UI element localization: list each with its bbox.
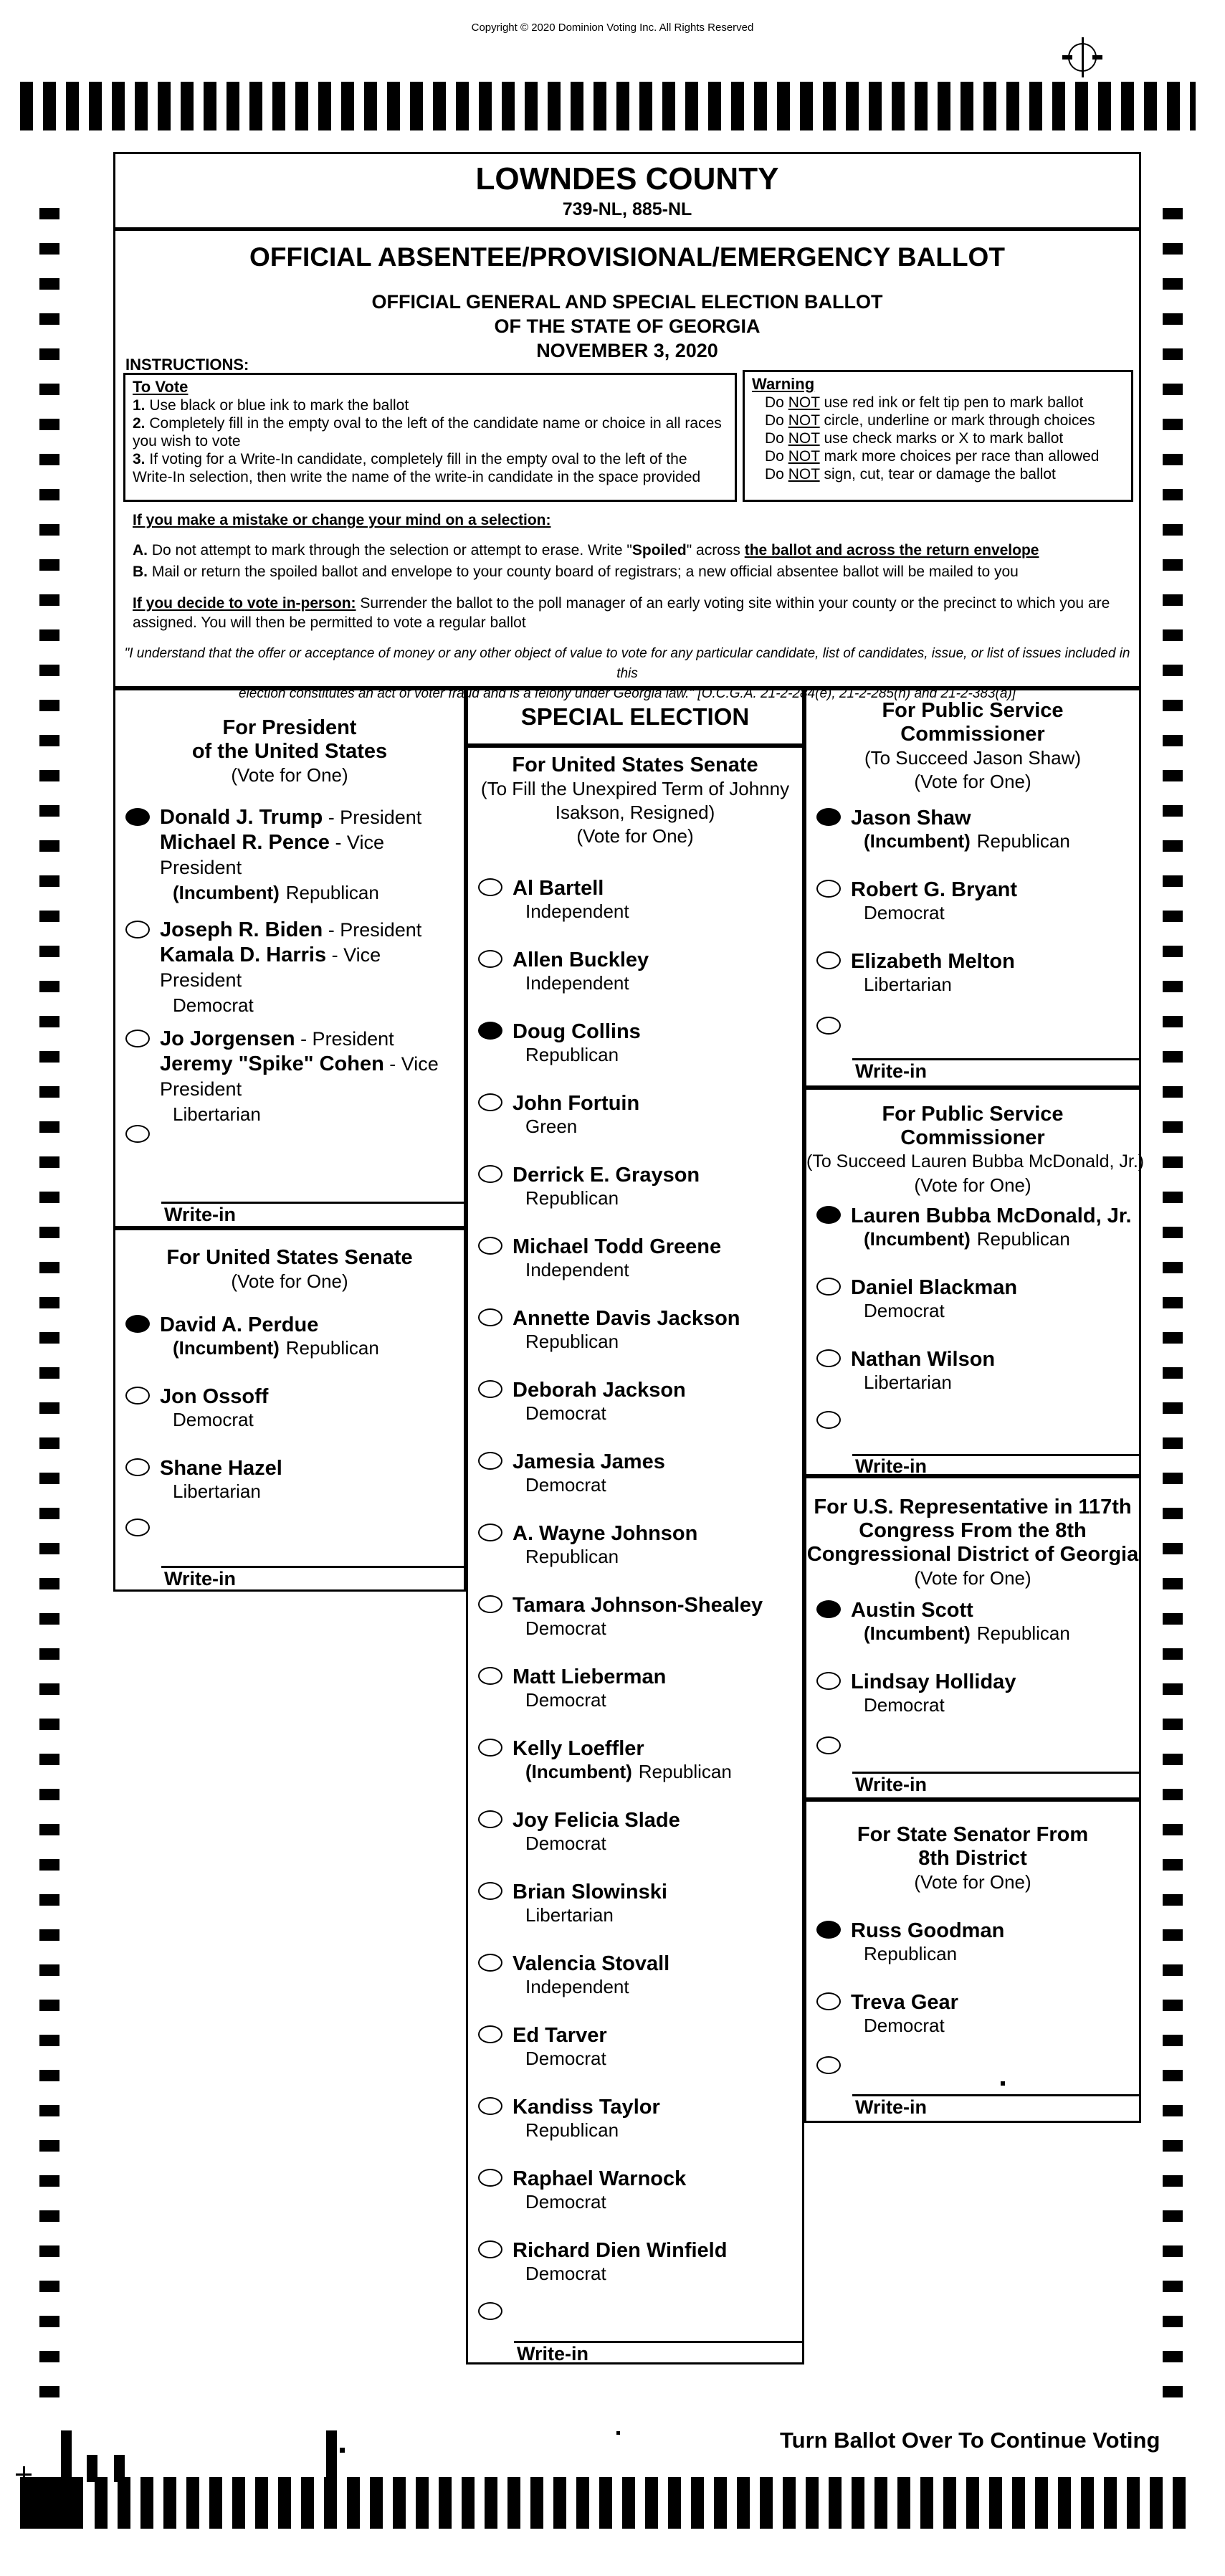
ballot-oval[interactable] — [816, 1992, 841, 2010]
candidate-row — [468, 1665, 799, 1737]
write-in-oval[interactable] — [816, 2056, 841, 2074]
contest-psc-shaw — [804, 688, 1141, 1088]
candidate-party: Democrat — [864, 1300, 945, 1321]
ballot-oval[interactable] — [816, 1600, 841, 1618]
ballot-oval[interactable] — [478, 1308, 502, 1326]
write-in-oval[interactable] — [816, 1411, 841, 1429]
candidate-row — [468, 1737, 799, 1809]
candidate-party: Republican — [525, 1546, 619, 1567]
ballot-oval[interactable] — [816, 951, 841, 969]
candidate-row: Jo Jorgensen - President Jeremy "Spike" Cohen - Vice President Libertarian — [115, 1027, 461, 1127]
ballot-code: 739-NL, 885-NL — [562, 199, 692, 219]
candidate-row — [806, 1599, 1136, 1670]
timing-marks-left — [39, 208, 59, 2397]
candidate-name: Matt Lieberman — [513, 1665, 667, 1688]
ballot-oval[interactable] — [125, 1030, 150, 1047]
candidate-row — [468, 1307, 799, 1379]
warning-title: Warning — [752, 375, 815, 393]
candidate-row — [806, 1276, 1136, 1348]
write-in-oval[interactable] — [816, 1736, 841, 1754]
ballot-oval[interactable] — [125, 921, 150, 938]
candidate-row — [468, 2239, 799, 2311]
candidate-party: Green — [525, 1116, 578, 1137]
contest-title: For Public Service — [882, 699, 1064, 722]
candidate-party: Democrat — [525, 1833, 606, 1854]
warning-item: Do NOT sign, cut, tear or damage the ballot — [765, 466, 1056, 483]
barcode-bar — [326, 2430, 337, 2482]
timing-marks-top — [20, 82, 1196, 130]
candidate-row — [468, 2167, 799, 2239]
candidate-name: Tamara Johnson-Shealey — [513, 1594, 763, 1617]
ballot-oval[interactable] — [478, 1954, 502, 1972]
candidate-name: Richard Dien Winfield — [513, 2239, 728, 2262]
candidate-name: Al Bartell — [513, 877, 604, 900]
candidate-list — [806, 807, 1136, 1022]
voter-fraud-pledge: "I understand that the offer or acceptance of money or any other object of value to vote for any particular candidate, list of candidates, issue, or list of issues included in this election constitutes an act of voter fraud and is a felony under Georgia law." [O.C.G.A. 21-2-284(e), 21-2-285(h) and 21-2-383(a)] — [124, 646, 1130, 701]
candidate-list — [806, 1599, 1136, 1742]
write-in-label: Write-in — [164, 1568, 236, 1589]
candidate-name: Jamesia James — [513, 1450, 665, 1473]
mistake-line-a: A. Do not attempt to mark through the selection or attempt to erase. Write "Spoiled" across the ballot and across the return envelope — [133, 542, 1039, 559]
candidate-row — [806, 950, 1136, 1022]
to-vote-item: 2. Completely fill in the empty oval to the left of the candidate name or choice in all races you wish to vote — [133, 415, 722, 450]
candidate-name: Austin Scott — [851, 1599, 973, 1622]
candidate-name: Nathan Wilson — [851, 1348, 996, 1371]
special-election-banner — [466, 688, 804, 746]
candidate-party: (Incumbent) Republican — [864, 1228, 1070, 1250]
candidate-name: Lindsay Holliday — [851, 1670, 1016, 1693]
candidate-row — [468, 877, 799, 949]
stray-mark — [340, 2448, 345, 2453]
candidate-row — [806, 878, 1136, 950]
ballot-oval[interactable] — [478, 1165, 502, 1183]
contest-title: of the United States — [191, 740, 388, 763]
candidate-party: Democrat — [525, 1474, 606, 1496]
candidate-list — [806, 1919, 1136, 2063]
contest-state-senator-8th — [804, 1800, 1141, 2123]
vote-for-label: (Vote for One) — [914, 1174, 1031, 1196]
ballot-oval[interactable] — [478, 1380, 502, 1398]
candidate-name: Lauren Bubba McDonald, Jr. — [851, 1204, 1132, 1227]
candidate-row — [806, 807, 1136, 878]
ballot-oval[interactable] — [816, 1206, 841, 1224]
mistake-title: If you make a mistake or change your mind on a selection: — [133, 512, 551, 528]
ballot-oval[interactable] — [125, 1315, 150, 1333]
contest-psc-mcdonald — [804, 1088, 1145, 1477]
candidate-name: Joy Felicia Slade — [513, 1809, 680, 1832]
ballot-title: OFFICIAL ABSENTEE/PROVISIONAL/EMERGENCY BALLOT — [249, 242, 1005, 272]
contest-subtitle: (To Fill the Unexpired Term of Johnny — [480, 778, 790, 799]
vote-for-label: (Vote for One) — [914, 1567, 1031, 1589]
candidate-list — [115, 1313, 461, 1529]
contest-title: For United States Senate — [512, 754, 758, 776]
contest-us-rep-8th — [804, 1476, 1141, 1800]
candidate-party: (Incumbent) Republican — [173, 1337, 379, 1359]
candidate-name: Allen Buckley — [513, 949, 649, 971]
write-in-label: Write-in — [855, 1060, 927, 1082]
candidate-name: Derrick E. Grayson — [513, 1164, 700, 1187]
vote-for-label: (Vote for One) — [576, 825, 694, 847]
contest-title: Congress From the 8th — [859, 1519, 1087, 1542]
candidate-name: Treva Gear — [851, 1991, 958, 2014]
ballot-oval[interactable] — [478, 1093, 502, 1111]
write-in-oval[interactable] — [125, 1518, 150, 1536]
candidate-party: Democrat — [864, 2015, 945, 2036]
candidate-name: Michael Todd Greene — [513, 1235, 722, 1258]
candidate-name: David A. Perdue — [160, 1313, 319, 1336]
contest-title: For U.S. Representative in 117th — [814, 1496, 1132, 1518]
vote-for-label: (Vote for One) — [914, 1871, 1031, 1893]
candidate-row — [468, 2024, 799, 2096]
candidate-party: Independent — [525, 1259, 629, 1280]
warning-item: Do NOT use check marks or X to mark ballot — [765, 430, 1064, 447]
candidate-party: Libertarian — [864, 1372, 952, 1393]
ballot-oval[interactable] — [816, 1921, 841, 1939]
candidate-party: Democrat — [864, 902, 945, 923]
candidate-name: Deborah Jackson — [513, 1379, 686, 1402]
candidate-party: Republican — [864, 1943, 958, 1964]
candidate-list — [468, 877, 799, 2311]
candidate-row — [115, 1385, 461, 1457]
candidate-list — [806, 1204, 1136, 1420]
contest-president — [113, 688, 466, 1228]
candidate-party: Republican — [525, 1331, 619, 1352]
candidate-row — [806, 1348, 1136, 1420]
contest-us-senate — [113, 1228, 466, 1592]
candidate-name: Jon Ossoff — [160, 1385, 269, 1408]
county-title: LOWNDES COUNTY — [475, 161, 779, 196]
ballot-oval[interactable] — [125, 1387, 150, 1405]
ballot-subtitle-3: NOVEMBER 3, 2020 — [536, 340, 718, 361]
candidate-name: John Fortuin — [513, 1092, 640, 1115]
candidate-name: Kandiss Taylor — [513, 2096, 660, 2119]
candidate-party: Libertarian — [173, 1481, 261, 1502]
ballot-oval[interactable] — [478, 2097, 502, 2115]
stray-mark — [616, 2431, 620, 2435]
candidate-name: Ed Tarver — [513, 2024, 607, 2047]
write-in-label: Write-in — [855, 1774, 927, 1795]
vote-for-label: (Vote for One) — [231, 1270, 348, 1292]
candidate-row — [468, 1594, 799, 1665]
to-vote-item: 3. If voting for a Write-In candidate, completely fill in the empty oval to the left of the Write-In selection, then write the name of the write-in candidate in the space provided — [133, 451, 701, 485]
ballot-oval[interactable] — [478, 1882, 502, 1900]
candidate-row — [806, 1670, 1136, 1742]
ballot-oval[interactable] — [478, 1667, 502, 1685]
candidate-party: Republican — [525, 1044, 619, 1065]
timing-marks-bottom — [95, 2477, 1196, 2529]
write-in-oval[interactable] — [816, 1017, 841, 1035]
candidate-row — [468, 1235, 799, 1307]
ballot-oval[interactable] — [478, 1810, 502, 1828]
candidate-row — [806, 1204, 1136, 1276]
ballot-oval[interactable] — [125, 1458, 150, 1476]
write-in-label: Write-in — [855, 2096, 927, 2118]
ballot-oval[interactable] — [816, 1349, 841, 1367]
ballot-oval[interactable] — [816, 880, 841, 898]
candidate-name: Valencia Stovall — [513, 1952, 670, 1975]
candidate-row — [806, 1919, 1136, 1991]
warning-item: Do NOT use red ink or felt tip pen to mark ballot — [765, 394, 1084, 411]
candidate-name: Daniel Blackman — [851, 1276, 1018, 1299]
vote-for-label: (Vote for One) — [231, 764, 348, 786]
candidate-party: Democrat — [525, 2263, 606, 2284]
ballot-oval[interactable] — [478, 878, 502, 896]
instructions-label: INSTRUCTIONS: — [125, 356, 249, 374]
candidate-party: Democrat — [525, 1617, 606, 1639]
copyright-text: Copyright © 2020 Dominion Voting Inc. All Rights Reserved — [471, 22, 754, 34]
write-in-label: Write-in — [855, 1455, 927, 1477]
special-election-title: SPECIAL ELECTION — [520, 703, 750, 730]
warning-box — [743, 370, 1133, 502]
vote-for-label: (Vote for One) — [914, 771, 1031, 792]
candidate-row — [468, 1020, 799, 1092]
candidate-party: Libertarian — [525, 1904, 614, 1926]
contest-us-senate-special — [466, 746, 804, 2364]
candidate-name: Doug Collins — [513, 1020, 641, 1043]
registration-crosshair-icon — [1062, 37, 1102, 77]
candidate-name: A. Wayne Johnson — [513, 1522, 698, 1545]
contest-subtitle: (To Succeed Jason Shaw) — [864, 747, 1082, 769]
candidate-party: (Incumbent) Republican — [864, 1622, 1070, 1644]
to-vote-item: 1. Use black or blue ink to mark the ballot — [133, 397, 409, 414]
candidate-row: Donald J. Trump - President Michael R. Pence - Vice President (Incumbent) Republican — [115, 805, 461, 906]
candidate-row — [468, 1092, 799, 1164]
ballot-oval[interactable] — [478, 1022, 502, 1040]
candidate-name: Kelly Loeffler — [513, 1737, 644, 1760]
county-header — [115, 154, 1139, 231]
candidate-party: Democrat — [864, 1694, 945, 1716]
ballot-oval[interactable] — [478, 2025, 502, 2043]
candidate-party: Democrat — [525, 2048, 606, 2069]
candidate-name: Shane Hazel — [160, 1457, 282, 1480]
contest-title: Congressional District of Georgia — [806, 1543, 1139, 1566]
candidate-row — [468, 2096, 799, 2167]
candidate-row — [468, 1379, 799, 1450]
candidate-party: Independent — [525, 1976, 629, 1997]
barcode-bar — [61, 2430, 72, 2482]
candidate-name: Russ Goodman — [851, 1919, 1005, 1942]
contest-title: For President — [222, 716, 357, 739]
contest-title: Commissioner — [900, 723, 1045, 746]
candidate-row — [468, 1522, 799, 1594]
ballot-oval[interactable] — [478, 2169, 502, 2187]
turn-ballot-over-text: Turn Ballot Over To Continue Voting — [780, 2428, 1160, 2453]
ballot-oval[interactable] — [816, 1278, 841, 1296]
candidate-row — [806, 1991, 1136, 2063]
ballot-oval[interactable] — [478, 2240, 502, 2258]
candidate-row — [468, 1450, 799, 1522]
ballot-subtitle-2: OF THE STATE OF GEORGIA — [494, 315, 761, 337]
candidate-name: Annette Davis Jackson — [513, 1307, 740, 1330]
ballot-oval[interactable] — [478, 1739, 502, 1757]
contest-title: 8th District — [918, 1847, 1027, 1870]
candidate-party: Democrat — [525, 2191, 606, 2213]
contest-subtitle: (To Succeed Lauren Bubba McDonald, Jr.) — [806, 1151, 1145, 1171]
candidate-row — [468, 1881, 799, 1952]
candidate-name: Elizabeth Melton — [851, 950, 1015, 973]
candidate-name: Jason Shaw — [851, 807, 971, 830]
write-in-label: Write-in — [517, 2343, 588, 2364]
candidate-row — [468, 1952, 799, 2024]
candidate-row — [115, 1457, 461, 1529]
candidate-row: Joseph R. Biden - President Kamala D. Harris - Vice President Democrat — [115, 918, 461, 1018]
candidate-row — [468, 949, 799, 1020]
candidate-name: Brian Slowinski — [513, 1881, 667, 1904]
candidate-party: Democrat — [173, 1409, 254, 1430]
candidate-row — [468, 1809, 799, 1881]
candidate-party: Independent — [525, 900, 629, 922]
candidate-party: Republican — [525, 2119, 619, 2141]
timing-marks-bottom-head — [20, 2477, 83, 2529]
candidate-name: Raphael Warnock — [513, 2167, 687, 2190]
contest-title: Commissioner — [900, 1126, 1045, 1149]
ballot-oval[interactable] — [478, 950, 502, 968]
stray-mark — [1001, 2081, 1005, 2086]
warning-item: Do NOT circle, underline or mark through choices — [765, 412, 1095, 429]
candidate-party: Libertarian — [864, 974, 952, 995]
candidate-party: (Incumbent) Republican — [864, 830, 1070, 852]
candidate-party: (Incumbent) Republican — [525, 1761, 732, 1782]
ballot-oval[interactable] — [478, 1524, 502, 1541]
candidate-party: Independent — [525, 972, 629, 994]
candidate-row — [468, 1164, 799, 1235]
write-in-oval[interactable] — [478, 2302, 502, 2320]
write-in-oval[interactable] — [125, 1125, 150, 1143]
candidate-party: Democrat — [525, 1402, 606, 1424]
candidate-party: Republican — [525, 1187, 619, 1209]
contest-title: For State Senator From — [857, 1823, 1089, 1846]
candidate-party: Democrat — [525, 1689, 606, 1711]
write-in-label: Write-in — [164, 1204, 236, 1225]
ballot-oval[interactable] — [125, 808, 150, 826]
ballot-oval[interactable] — [478, 1237, 502, 1255]
ballot-oval[interactable] — [816, 1672, 841, 1690]
to-vote-box — [123, 373, 737, 502]
contest-title: For Public Service — [882, 1103, 1064, 1126]
in-person-note: If you decide to vote in-person: Surrender the ballot to the poll manager of an early voting site within your county or the precinct to which you are assigned. You will then be permitted to vote a regular ballot — [133, 595, 1110, 631]
candidate-row — [115, 1313, 461, 1385]
timing-marks-right — [1163, 208, 1183, 2397]
ballot-subtitle-1: OFFICIAL GENERAL AND SPECIAL ELECTION BALLOT — [371, 291, 883, 313]
contest-title: For United States Senate — [166, 1246, 413, 1269]
to-vote-title: To Vote — [133, 378, 189, 396]
warning-item: Do NOT mark more choices per race than allowed — [765, 448, 1100, 465]
contest-subtitle: Isakson, Resigned) — [555, 802, 715, 823]
mistake-line-b: B. Mail or return the spoiled ballot and envelope to your county board of registrars; a new official absentee ballot will be mailed to you — [133, 564, 1019, 580]
ballot-oval[interactable] — [478, 1595, 502, 1613]
ballot-oval[interactable] — [816, 808, 841, 826]
ballot-oval[interactable] — [478, 1452, 502, 1470]
candidate-name: Robert G. Bryant — [851, 878, 1018, 901]
